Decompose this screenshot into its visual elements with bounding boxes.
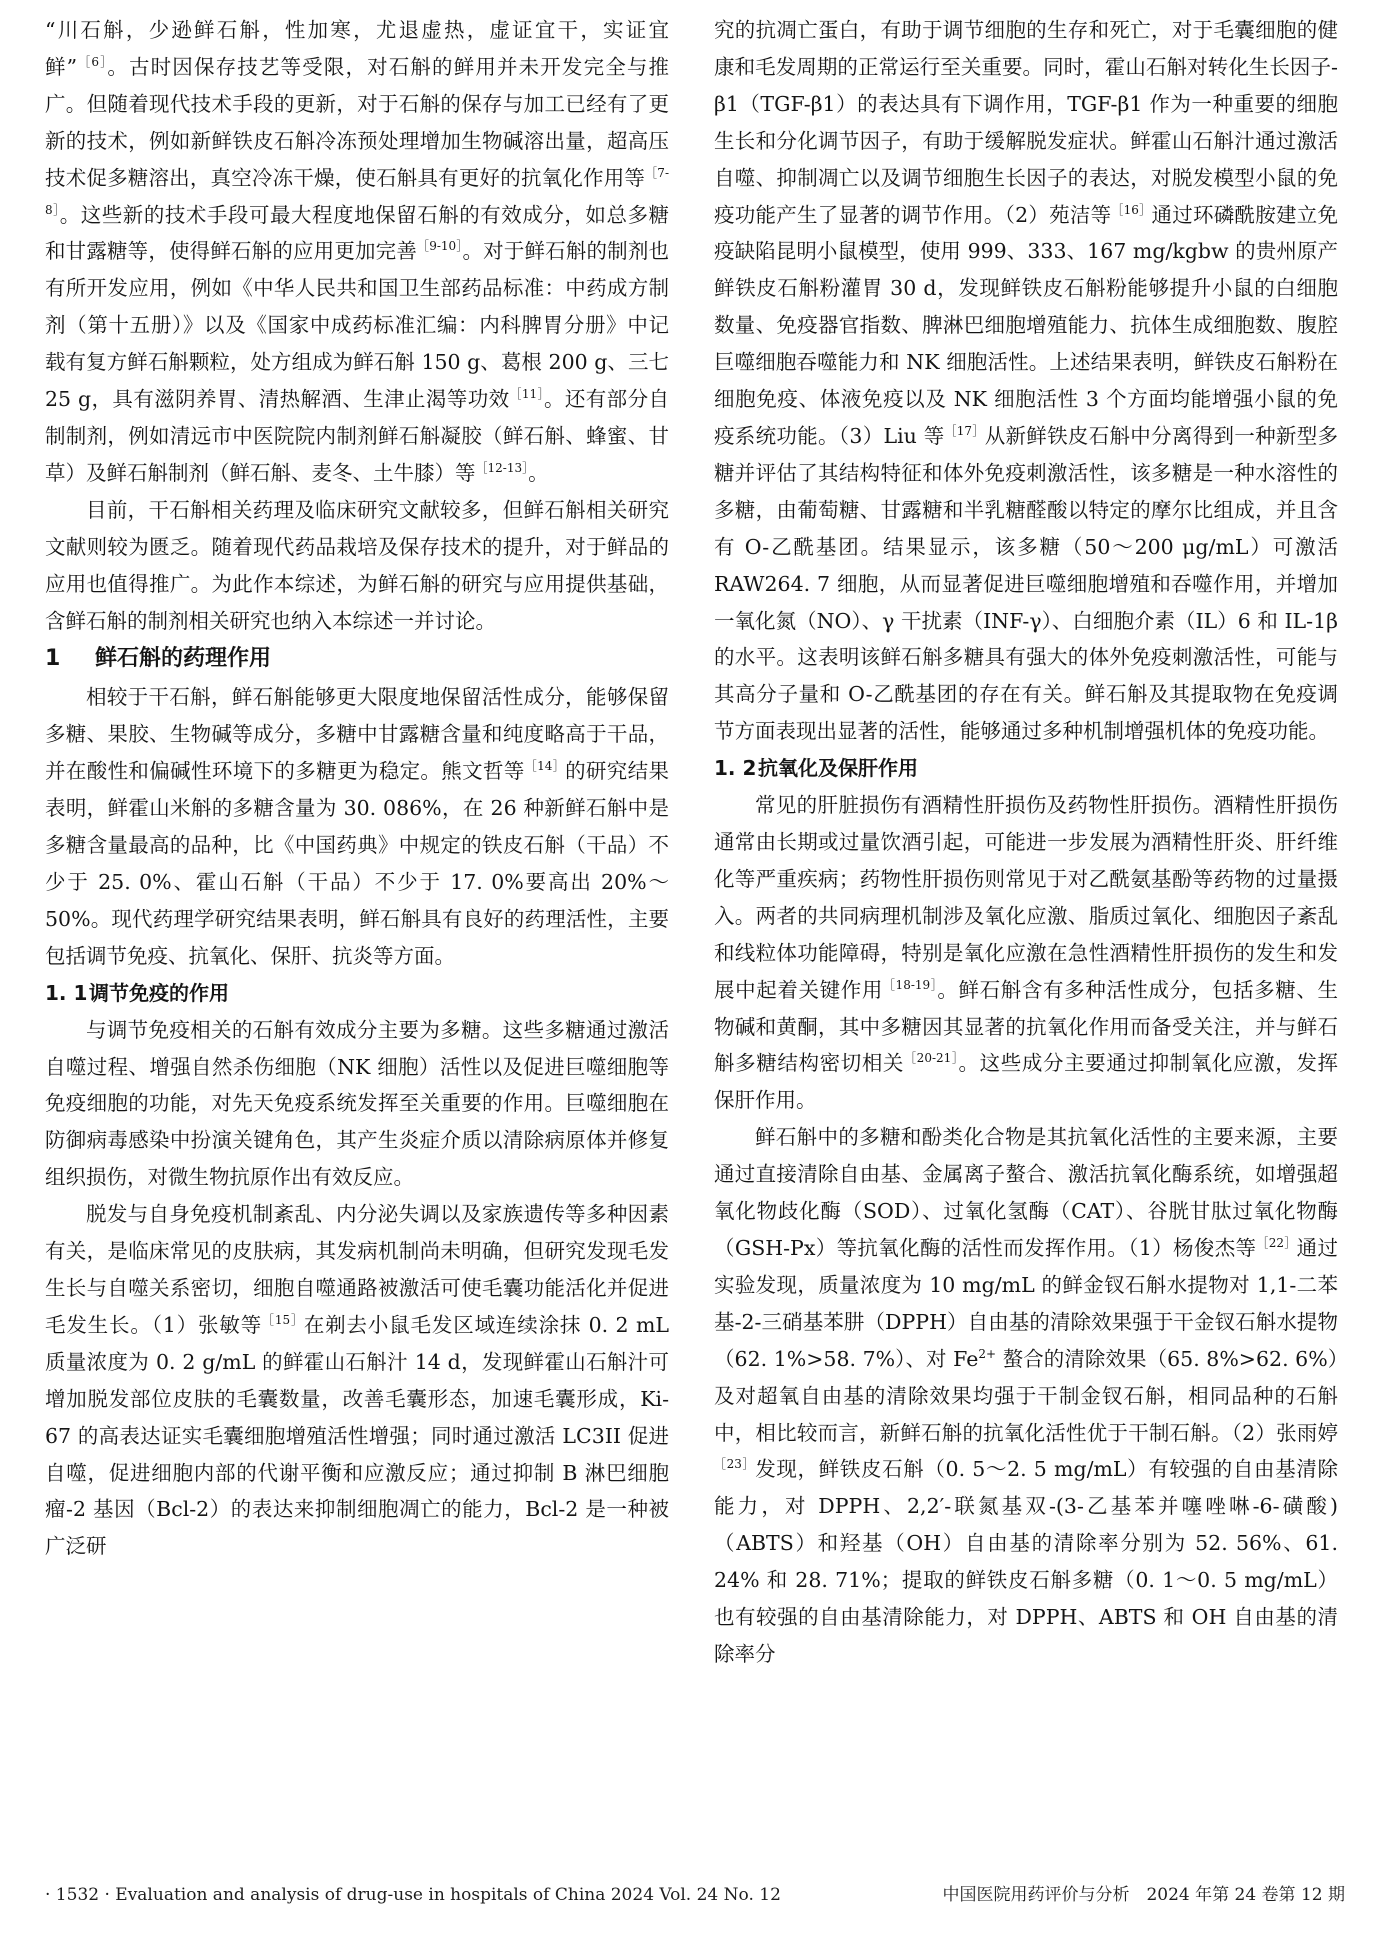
citation: ［18-19］ [882,977,938,992]
subsection-title: 抗氧化及保肝作用 [758,756,918,781]
subsection-number: 1. 2 [714,756,757,781]
page-footer [45,1880,1345,1910]
citation: ［17］ [944,424,985,439]
citation: ［23］ [714,1457,756,1472]
paragraph: 究的抗凋亡蛋白，有助于调节细胞的生存和死亡，对于毛囊细胞的健康和毛发周期的正常运行至关重要。同时，霍山石斛对转化生长因子-β1（TGF-β1）的表达具有下调作用，TGF-β1 作为一种重要的细胞生长和分化调节因子，有助于缓解脱发症状。鲜霍山石斛汁通过激活自噬、抑制凋亡以及调节细胞生长因子的表达，对脱发模型小鼠的免疫功能产生了显著的调节作用。（2）苑洁等$^{[16]}$通过环磷酰胺建立免疫缺陷昆明小鼠模型，使用 999、333、167 mg/kgbw 的贵州原产鲜铁皮石斛粉灌胃 30 d，发现鲜铁皮石斛粉能够提升小鼠的白细胞数量、免疫器官指数、脾淋巴细胞增殖能力、抗体生成细胞数、腹腔巨噬细胞吞噬能力和 NK 细胞活性。上述结果表明，鲜铁皮石斛粉在细胞免疫、体液免疫以及 NK 细胞活性 3 个方面均能增强小鼠的免疫系统功能。（3）Liu 等$^{[17]}$从新鲜铁皮石斛中分离得到一种新型多糖并评估了其结构特征和体外免疫刺激活性，该多糖是一种水溶性的多糖，由葡萄糖、甘露糖和半乳糖醛酸以特定的摩尔比组成，并且含有 O-乙酰基团。结果显示，该多糖（50～200 μg/mL）可激活 RAW264. 7 细胞，从而显著促进巨噬细胞增殖和吞噬作用，并增加一氧化氮（NO）、γ 干扰素（INF-γ）、白细胞介素（IL）6 和 IL-1β 的水平。这表明该鲜石斛多糖具有强大的体外免疫刺激活性，可能与其高分子量和 O-乙酰基团的存在有关。鲜石斛及其提取物在免疫调节方面表现出显著的活性，能够通过多种机制增强机体的免疫功能。 [714,18,1339,744]
section-number: 1 [45,646,61,672]
citation: ［22］ [1256,1236,1297,1251]
citation: ［15］ [262,1313,304,1328]
footer-english-citation: · 1532 · Evaluation and analysis of drug-use in hospitals of China 2024 Vol. 24 No. 12 [45,1885,781,1905]
left-column [45,12,669,1565]
section-heading [45,639,669,679]
citation: ［9-10］ [417,239,463,254]
footer-chinese-citation: 中国医院用药评价与分析 2024 年第 24 卷第 12 期 [942,1885,1345,1905]
subsection-title: 调节免疫的作用 [89,980,229,1005]
paragraph: 与调节免疫相关的石斛有效成分主要为多糖。这些多糖通过激活自噬过程、增强自然杀伤细胞（NK 细胞）活性以及促进巨噬细胞等免疫细胞的功能，对先天免疫系统发挥至关重要的作用。巨噬细胞在防御病毒感染中扮演关键角色，其产生炎症介质以清除病原体并修复组织损伤，对微生物抗原作出有效反应。 [45,1017,669,1190]
paragraph: “川石斛，少逊鲜石斛，性加寒，尤退虚热，虚证宜干，实证宜鲜”$^{[6]}$。古时因保存技艺等受限，对石斛的鲜用并未开发完全与推广。但随着现代技术手段的更新，对于石斛的保存与加工已经有了更新的技术，例如新鲜铁皮石斛冷冻预处理增加生物碱溶出量，超高压技术促多糖溶出，真空冷冻干燥，使石斛具有更好的抗氧化作用等$^{[7-8]}$。这些新的技术手段可最大程度地保留石斛的有效成分，如总多糖和甘露糖等，使得鲜石斛的应用更加完善$^{[9-10]}$。对于鲜石斛的制剂也有所开发应用，例如《中华人民共和国卫生部药品标准：中药成方制剂（第十五册）》以及《国家中成药标准汇编：内科脾胃分册》中记载有复方鲜石斛颗粒，处方组成为鲜石斛 150 g、葛根 200 g、三七 25 g，具有滋阴养胃、清热解酒、生津止渴等功效$^{[11]}$。还有部分自制制剂，例如清远市中医院院内制剂鲜石斛凝胶（鲜石斛、蜂蜜、甘草）及鲜石斛制剂（鲜石斛、麦冬、土牛膝）等$^{[12-13]}$。 [45,18,670,485]
right-column [714,12,1338,1673]
citation: ［7-8］ [45,165,669,217]
paragraph: 目前，干石斛相关药理及临床研究文献较多，但鲜石斛相关研究文献则较为匮乏。随着现代药品栽培及保存技术的提升，对于鲜品的应用也值得推广。为此作本综述，为鲜石斛的研究与应用提供基础，含鲜石斛的制剂相关研究也纳入本综述一并讨论。 [45,497,669,633]
subsection-number: 1. 1 [45,980,88,1005]
citation: ［16］ [1111,202,1152,217]
superscript-charge: 2+ [978,1346,997,1361]
citation: ［12-13］ [475,461,529,476]
paragraph: 鲜石斛中的多糖和酚类化合物是其抗氧化活性的主要来源，主要通过直接清除自由基、金属离子螯合、激活抗氧化酶系统，如增强超氧化物歧化酶（SOD）、过氧化氢酶（CAT）、谷胱甘肽过氧化物酶（GSH-Px）等抗氧化酶的活性而发挥作用。（1）杨俊杰等$^{[22]}$通过实验发现，质量浓度为 10 mg/mL 的鲜金钗石斛水提物对 1,1-二苯基-2-三硝基苯肼（DPPH）自由基的清除效果强于干金钗石斛水提物（62. 1%>58. 7%）、对 Fe$^{2+}$ 螯合的清除效果（65. 8%>62. 6%）及对超氧自由基的清除效果均强于干制金钗石斛，相同品种的石斛中，相比较而言，新鲜石斛的抗氧化活性优于干制石斛。（2）张雨婷$^{[23]}$发现，鲜铁皮石斛（0. 5～2. 5 mg/mL）有较强的自由基清除能力，对 DPPH、2,2′-联氮基双-(3-乙基苯并噻唑啉-6-磺酸)（ABTS）和羟基（OH）自由基的清除率分别为 52. 56%、61. 24% 和 28. 71%；提取的鲜铁皮石斛多糖（0. 1～0. 5 mg/mL）也有较强的自由基清除能力，对 DPPH、ABTS 和 OH 自由基的清除率分 [714,1125,1339,1666]
paragraph: 相较于干石斛，鲜石斛能够更大限度地保留活性成分，能够保留多糖、果胶、生物碱等成分，多糖中甘露糖含量和纯度略高于干品，并在酸性和偏碱性环境下的多糖更为稳定。熊文哲等$^{[14]}$的研究结果表明，鲜霍山米斛的多糖含量为 30. 086%，在 26 种新鲜石斛中是多糖含量最高的品种，比《中国药典》中规定的铁皮石斛（干品）不少于 25. 0%、霍山石斛（干品）不少于 17. 0%要高出 20%～50%。现代药理学研究结果表明，鲜石斛具有良好的药理活性，主要包括调节免疫、抗氧化、保肝、抗炎等方面。 [45,685,669,968]
subsection-heading [714,750,1338,787]
section-title: 鲜石斛的药理作用 [95,646,272,672]
paragraph: 常见的肝脏损伤有酒精性肝损伤及药物性肝损伤。酒精性肝损伤通常由长期或过量饮酒引起，可能进一步发展为酒精性肝炎、肝纤维化等严重疾病；药物性肝损伤则常见于对乙酰氨基酚等药物的过量摄入。两者的共同病理机制涉及氧化应激、脂质过氧化、细胞因子紊乱和线粒体功能障碍，特别是氧化应激在急性酒精性肝损伤的发生和发展中起着关键作用$^{[18-19]}$。鲜石斛含有多种活性成分，包括多糖、生物碱和黄酮，其中多糖因其显著的抗氧化作用而备受关注，并与鲜石斛多糖结构密切相关$^{[20-21]}$。这些成分主要通过抑制氧化应激，发挥保肝作用。 [714,793,1339,1113]
citation: ［20-21］ [904,1051,959,1066]
citation: ［11］ [509,387,544,402]
paragraph: 脱发与自身免疫机制紊乱、内分泌失调以及家族遗传等多种因素有关，是临床常见的皮肤病，其发病机制尚未明确，但研究发现毛发生长与自噬关系密切，细胞自噬通路被激活可使毛囊功能活化并促进毛发生长。（1）张敏等$^{[15]}$在剃去小鼠毛发区域连续涂抹 0. 2 mL 质量浓度为 0. 2 g/mL 的鲜霍山石斛汁 14 d，发现鲜霍山石斛汁可增加脱发部位皮肤的毛囊数量，改善毛囊形态，加速毛囊形成，Ki-67 的高表达证实毛囊细胞增殖活性增强；同时通过激活 LC3II 促进自噬，促进细胞内部的代谢平衡和应激反应；通过抑制 B 淋巴细胞瘤-2 基因（Bcl-2）的表达来抑制细胞凋亡的能力，Bcl-2 是一种被广泛研 [45,1202,669,1559]
citation: ［14］ [524,759,566,774]
subsection-heading [45,975,669,1012]
citation: ［6］ [77,55,108,70]
